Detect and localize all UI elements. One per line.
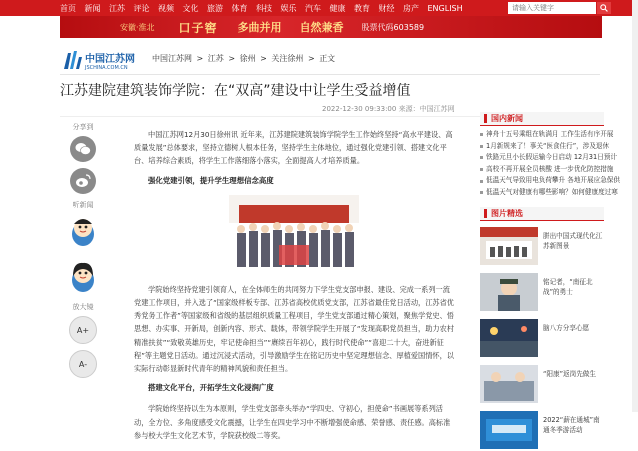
picture-item[interactable] xyxy=(480,319,604,359)
mascot-female-icon[interactable] xyxy=(70,260,96,294)
font-increase-button[interactable]: A+ xyxy=(69,316,97,344)
nav-finance[interactable]: 财经 xyxy=(378,3,395,13)
search-input[interactable] xyxy=(508,2,596,14)
weibo-icon xyxy=(75,174,91,188)
mascot-male-icon[interactable] xyxy=(70,214,96,248)
news-item[interactable] xyxy=(480,175,620,187)
search-button[interactable] xyxy=(597,2,611,14)
nav-home[interactable]: 首页 xyxy=(60,3,76,13)
wechat-icon xyxy=(75,142,91,156)
picture-caption[interactable]: 2022“薪在通城”南通冬季游活动 xyxy=(543,415,600,434)
ad-slogan-2: 自然兼香 xyxy=(299,21,344,34)
picture-item[interactable] xyxy=(480,365,604,405)
picture-thumbnail[interactable] xyxy=(480,365,538,403)
bullet-icon xyxy=(480,133,483,136)
breadcrumb-sep: > xyxy=(228,54,236,63)
article-source: 来源：中国江苏网 xyxy=(398,105,455,113)
nav-english[interactable]: ENGLISH xyxy=(427,3,463,13)
news-item[interactable] xyxy=(480,152,617,164)
nav-culture[interactable]: 文化 xyxy=(182,3,199,13)
article-photo xyxy=(229,195,359,275)
breadcrumb xyxy=(152,53,337,64)
font-decrease-button[interactable]: A- xyxy=(69,350,97,378)
nav-travel[interactable]: 旅游 xyxy=(207,3,223,13)
picture-caption[interactable]: 铭记者，“南征北战”的勇士 xyxy=(543,277,593,296)
right-sidebar xyxy=(480,112,620,451)
picture-item[interactable] xyxy=(480,273,604,313)
news-item-text[interactable]: 1月新规来了！事关“医食住行”，涉及退休 xyxy=(486,141,610,150)
article-date: 2022-12-30 09:33:00 xyxy=(322,105,397,113)
domestic-news-list xyxy=(480,129,620,199)
logo-domain: JSCHINA.COM.CN xyxy=(85,64,128,71)
breadcrumb-sep: > xyxy=(260,54,267,63)
breadcrumb-home[interactable]: 中国江苏网 xyxy=(152,54,192,63)
logo-icon xyxy=(62,49,82,71)
breadcrumb-current: 正文 xyxy=(319,54,336,63)
nav-entertainment[interactable]: 娱乐 xyxy=(280,3,297,13)
news-item[interactable] xyxy=(480,141,610,153)
title-divider xyxy=(60,116,480,117)
picture-caption[interactable]: “阳康”返岗先做生 xyxy=(543,369,596,378)
featured-pictures-header xyxy=(480,207,604,221)
bullet-icon xyxy=(480,156,483,159)
article-paragraph: 学院始终坚持党建引领育人，在全体师生的共同努力下学生党支部申报、建设、完成一系列一流党建工作项目，并入选了“国家级样板专部、江苏省高校优质党支部，江苏省最佳党日活动，江苏省优秀党务工作者”等国家级和省级的基层组织质量工程项目，学生党支部通过精心策划，聚焦学党史、悟思想、办实事、开新局，创新内容、形式、载体，带领学院学生开展了“发现高职党员担当，助力农村精准扶贫”“致敬英雄历史，牢记使命担当”“赓续百年初心，践行时代使命”“喜迎二十大，奋进新征程”等主题党日活动。通过沉浸式活动，引导激励学生在铭记历史中坚定理想信念、厚植爱国情怀，以实际行动彰显新时代青年的精神风貌和责任担当。 xyxy=(134,284,454,374)
share-label: 分享到 xyxy=(72,123,94,131)
news-item-text[interactable]: 低温天气导致用电负荷攀升 各地开展应急保供 xyxy=(486,176,620,185)
featured-pictures-list xyxy=(480,227,604,451)
bullet-icon xyxy=(480,180,483,183)
nav-news[interactable]: 新闻 xyxy=(84,3,101,13)
nav-auto[interactable]: 汽车 xyxy=(305,3,321,13)
header-divider xyxy=(60,74,600,75)
section-marker xyxy=(484,114,487,123)
picture-caption[interactable]: 脑八方分享心愿 xyxy=(543,323,590,332)
article-title: 江苏建院建筑装饰学院：在“双高”建设中让学生受益增值 xyxy=(60,83,411,99)
picture-caption[interactable]: 胼出中国式现代化江苏新图景 xyxy=(543,231,603,250)
picture-thumbnail[interactable] xyxy=(480,227,538,265)
news-item[interactable] xyxy=(480,187,618,199)
nav-education[interactable]: 教育 xyxy=(354,3,370,13)
article-paragraph: 学院始终坚持以生为本原则，学生党支部牵头举办“学四史、守初心，担使命”书画展等系列活动，全方位、多角度感受文化震撼，让学生在四史学习中不断增强使命感、荣誉感、责任感。高标准参与校大学生文化艺术节，学院获校级二等奖。 xyxy=(134,404,451,440)
picture-thumbnail[interactable] xyxy=(480,273,538,311)
nav-video[interactable]: 视频 xyxy=(158,3,174,13)
breadcrumb-sep: > xyxy=(196,54,204,63)
nav-house[interactable]: 房产 xyxy=(403,3,419,13)
article-subheading: 搭建文化平台，开拓学生文化浸润广度 xyxy=(148,383,274,393)
article-subheading: 强化党建引领，提升学生理想信念高度 xyxy=(148,175,274,185)
nav-comment[interactable]: 评论 xyxy=(133,3,150,13)
weibo-share-button[interactable] xyxy=(70,168,96,194)
breadcrumb-sep: > xyxy=(307,54,315,63)
search-icon xyxy=(600,4,608,12)
article-meta xyxy=(322,104,455,114)
bullet-icon xyxy=(480,191,483,194)
font-size-label: 放大镜 xyxy=(72,303,94,311)
wechat-share-button[interactable] xyxy=(70,136,96,162)
ad-location: 安徽·淮北 xyxy=(120,22,155,32)
picture-thumbnail[interactable] xyxy=(480,319,538,357)
ad-banner[interactable] xyxy=(60,16,602,38)
news-item-text[interactable]: 神舟十五号乘组在轨满月 工作生活有序开展 xyxy=(486,130,614,138)
section-marker xyxy=(484,209,487,218)
breadcrumb-jiangsu[interactable]: 江苏 xyxy=(207,54,224,63)
domestic-news-header xyxy=(480,112,604,126)
site-logo[interactable] xyxy=(62,46,142,74)
featured-pictures-title: 图片精选 xyxy=(491,208,523,218)
nav-sports[interactable]: 体育 xyxy=(231,3,248,13)
picture-item[interactable] xyxy=(480,227,604,267)
bullet-icon xyxy=(480,145,483,148)
nav-jiangsu[interactable]: 江苏 xyxy=(109,3,125,13)
ad-stock-code: 股票代码603589 xyxy=(361,22,425,32)
nav-tech[interactable]: 科技 xyxy=(256,3,272,13)
article-photo-image xyxy=(229,195,359,275)
picture-item[interactable] xyxy=(480,411,604,451)
share-column xyxy=(66,122,100,384)
breadcrumb-xuzhou[interactable]: 徐州 xyxy=(239,54,256,63)
breadcrumb-focus-xuzhou[interactable]: 关注徐州 xyxy=(271,54,304,63)
bullet-icon xyxy=(480,168,483,171)
listen-label: 听新闻 xyxy=(72,201,94,209)
ad-brand: 口子窖 xyxy=(178,20,218,35)
news-item[interactable] xyxy=(480,129,614,141)
article-paragraph: 中国江苏网12月30日徐州讯 近年来，江苏建院建筑装饰学院学生工作始终坚持“高水平建设、高质量发展”总体要求，坚持立德树人根本任务，坚持学生主体地位，通过强化党建引领、搭建文化平台、培养综合素质，将学生工作落细落小落实，全面提高人才培养质量。 xyxy=(134,130,453,166)
domestic-news-title: 国内新闻 xyxy=(491,114,523,123)
article-body xyxy=(134,128,454,448)
news-item-text[interactable]: 铁路元旦小长假运输今日启动 12月31日预计 xyxy=(486,153,617,162)
news-item-text[interactable]: 低温天气对健康有哪些影响？如何健康度过寒 xyxy=(486,187,618,196)
news-item[interactable] xyxy=(480,164,614,176)
ad-slogan-1: 多曲并用 xyxy=(237,21,282,34)
logo-name: 中国江苏网 xyxy=(85,53,135,65)
page-scrollbar[interactable] xyxy=(632,0,638,412)
news-item-text[interactable]: 高校不再开展全员核酸 进一步优化防控措施 xyxy=(486,164,614,173)
nav-health[interactable]: 健康 xyxy=(329,3,346,13)
picture-thumbnail[interactable] xyxy=(480,411,538,449)
